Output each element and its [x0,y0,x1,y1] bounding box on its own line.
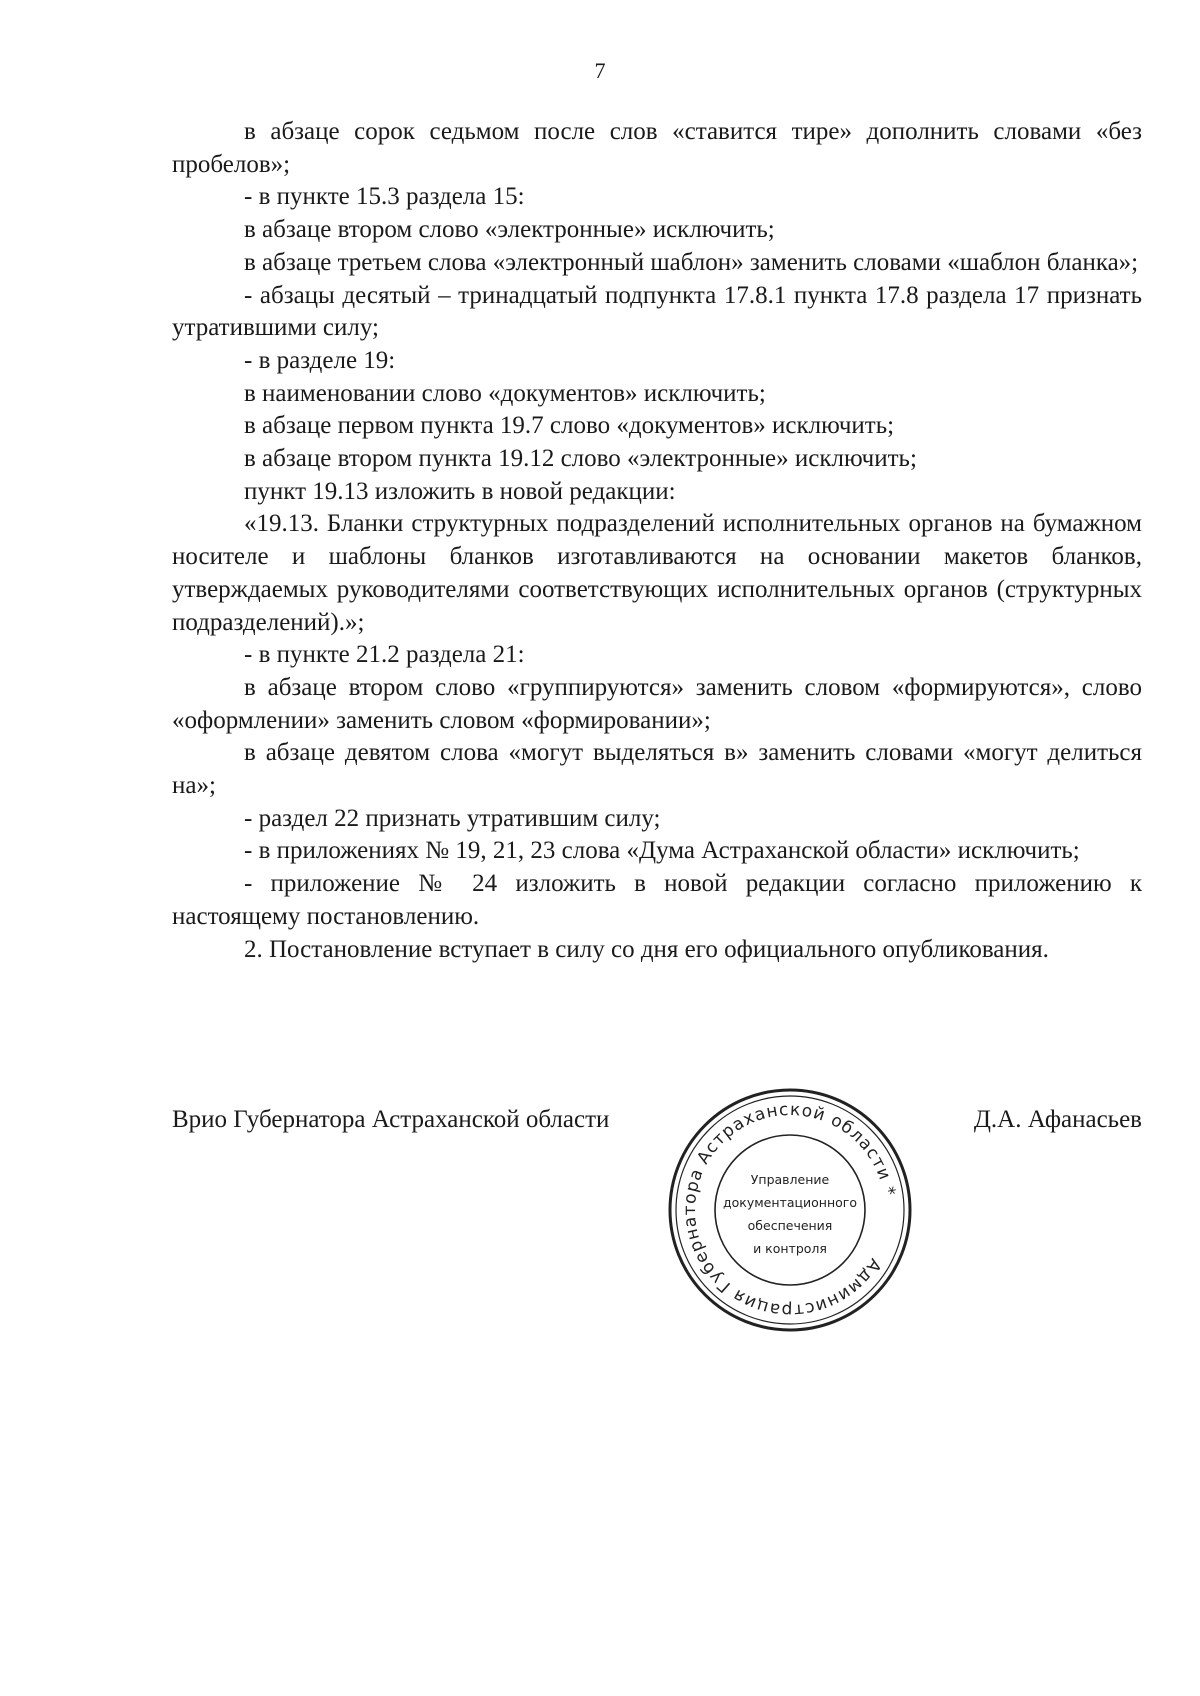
document-body [172,116,1142,966]
seal-inner-line: и контроля [753,1241,827,1256]
seal-inner-ring [715,1135,865,1285]
paragraph: «19.13. Бланки структурных подразделений исполнительных органов на бумажном носителе и шаблоны бланков изготавливаются на основании макетов бланков, утверждаемых руководителями соответствующих исполнительных органов (структурных подразделений).»; [172,510,1142,636]
signatory-name: Д.А. Афанасьев [973,1106,1142,1133]
paragraph: 2. Постановление вступает в силу со дня его официального опубликования. [244,935,1049,963]
paragraph: в наименовании слово «документов» исключить; [244,379,766,407]
paragraph: - раздел 22 признать утратившим силу; [244,804,661,832]
seal-outer-ring-inner [676,1096,904,1324]
signatory-position: Врио Губернатора Астраханской области [172,1106,610,1133]
page-number: 7 [594,58,606,83]
seal-inner-line: документационного [723,1195,857,1210]
paragraph: - в пункте 15.3 раздела 15: [244,183,525,211]
paragraph: - приложение № 24 изложить в новой редакции согласно приложению к настоящему постановлению. [172,870,1142,930]
paragraph: в абзаце третьем слова «электронный шаблон» заменить словами «шаблон бланка»; [244,248,1139,276]
official-seal [660,1080,920,1340]
paragraph: - абзацы десятый – тринадцатый подпункта 17.8.1 пункта 17.8 раздела 17 признать утратившими силу; [172,281,1142,342]
paragraph: - в приложениях № 19, 21, 23 слова «Дума Астраханской области» исключить; [244,837,1080,865]
paragraph: - в пункте 21.2 раздела 21: [244,641,525,669]
paragraph: в абзаце втором слово «электронные» исключить; [244,216,775,244]
paragraph: в абзаце втором слово «группируются» заменить словом «формируются», слово «оформлении» заменить словом «формировании»; [172,673,1142,734]
seal-ring-text: Администрация Губернатора Астраханской области * [679,1099,900,1321]
seal-outer-ring [670,1090,910,1330]
paragraph: в абзаце первом пункта 19.7 слово «документов» исключить; [244,412,895,440]
paragraph: в абзаце девятом слова «могут выделяться в» заменить словами «могут делиться на»; [172,739,1142,800]
paragraph: - в разделе 19: [244,346,396,374]
paragraph: пункт 19.13 изложить в новой редакции: [244,477,676,505]
seal-inner-line: обеспечения [747,1218,833,1233]
seal-inner-line: Управление [750,1172,830,1187]
paragraph: в абзаце сорок седьмом после слов «ставится тире» дополнить словами «без пробелов»; [172,118,1142,178]
paragraph: в абзаце втором пункта 19.12 слово «электронные» исключить; [244,445,917,473]
